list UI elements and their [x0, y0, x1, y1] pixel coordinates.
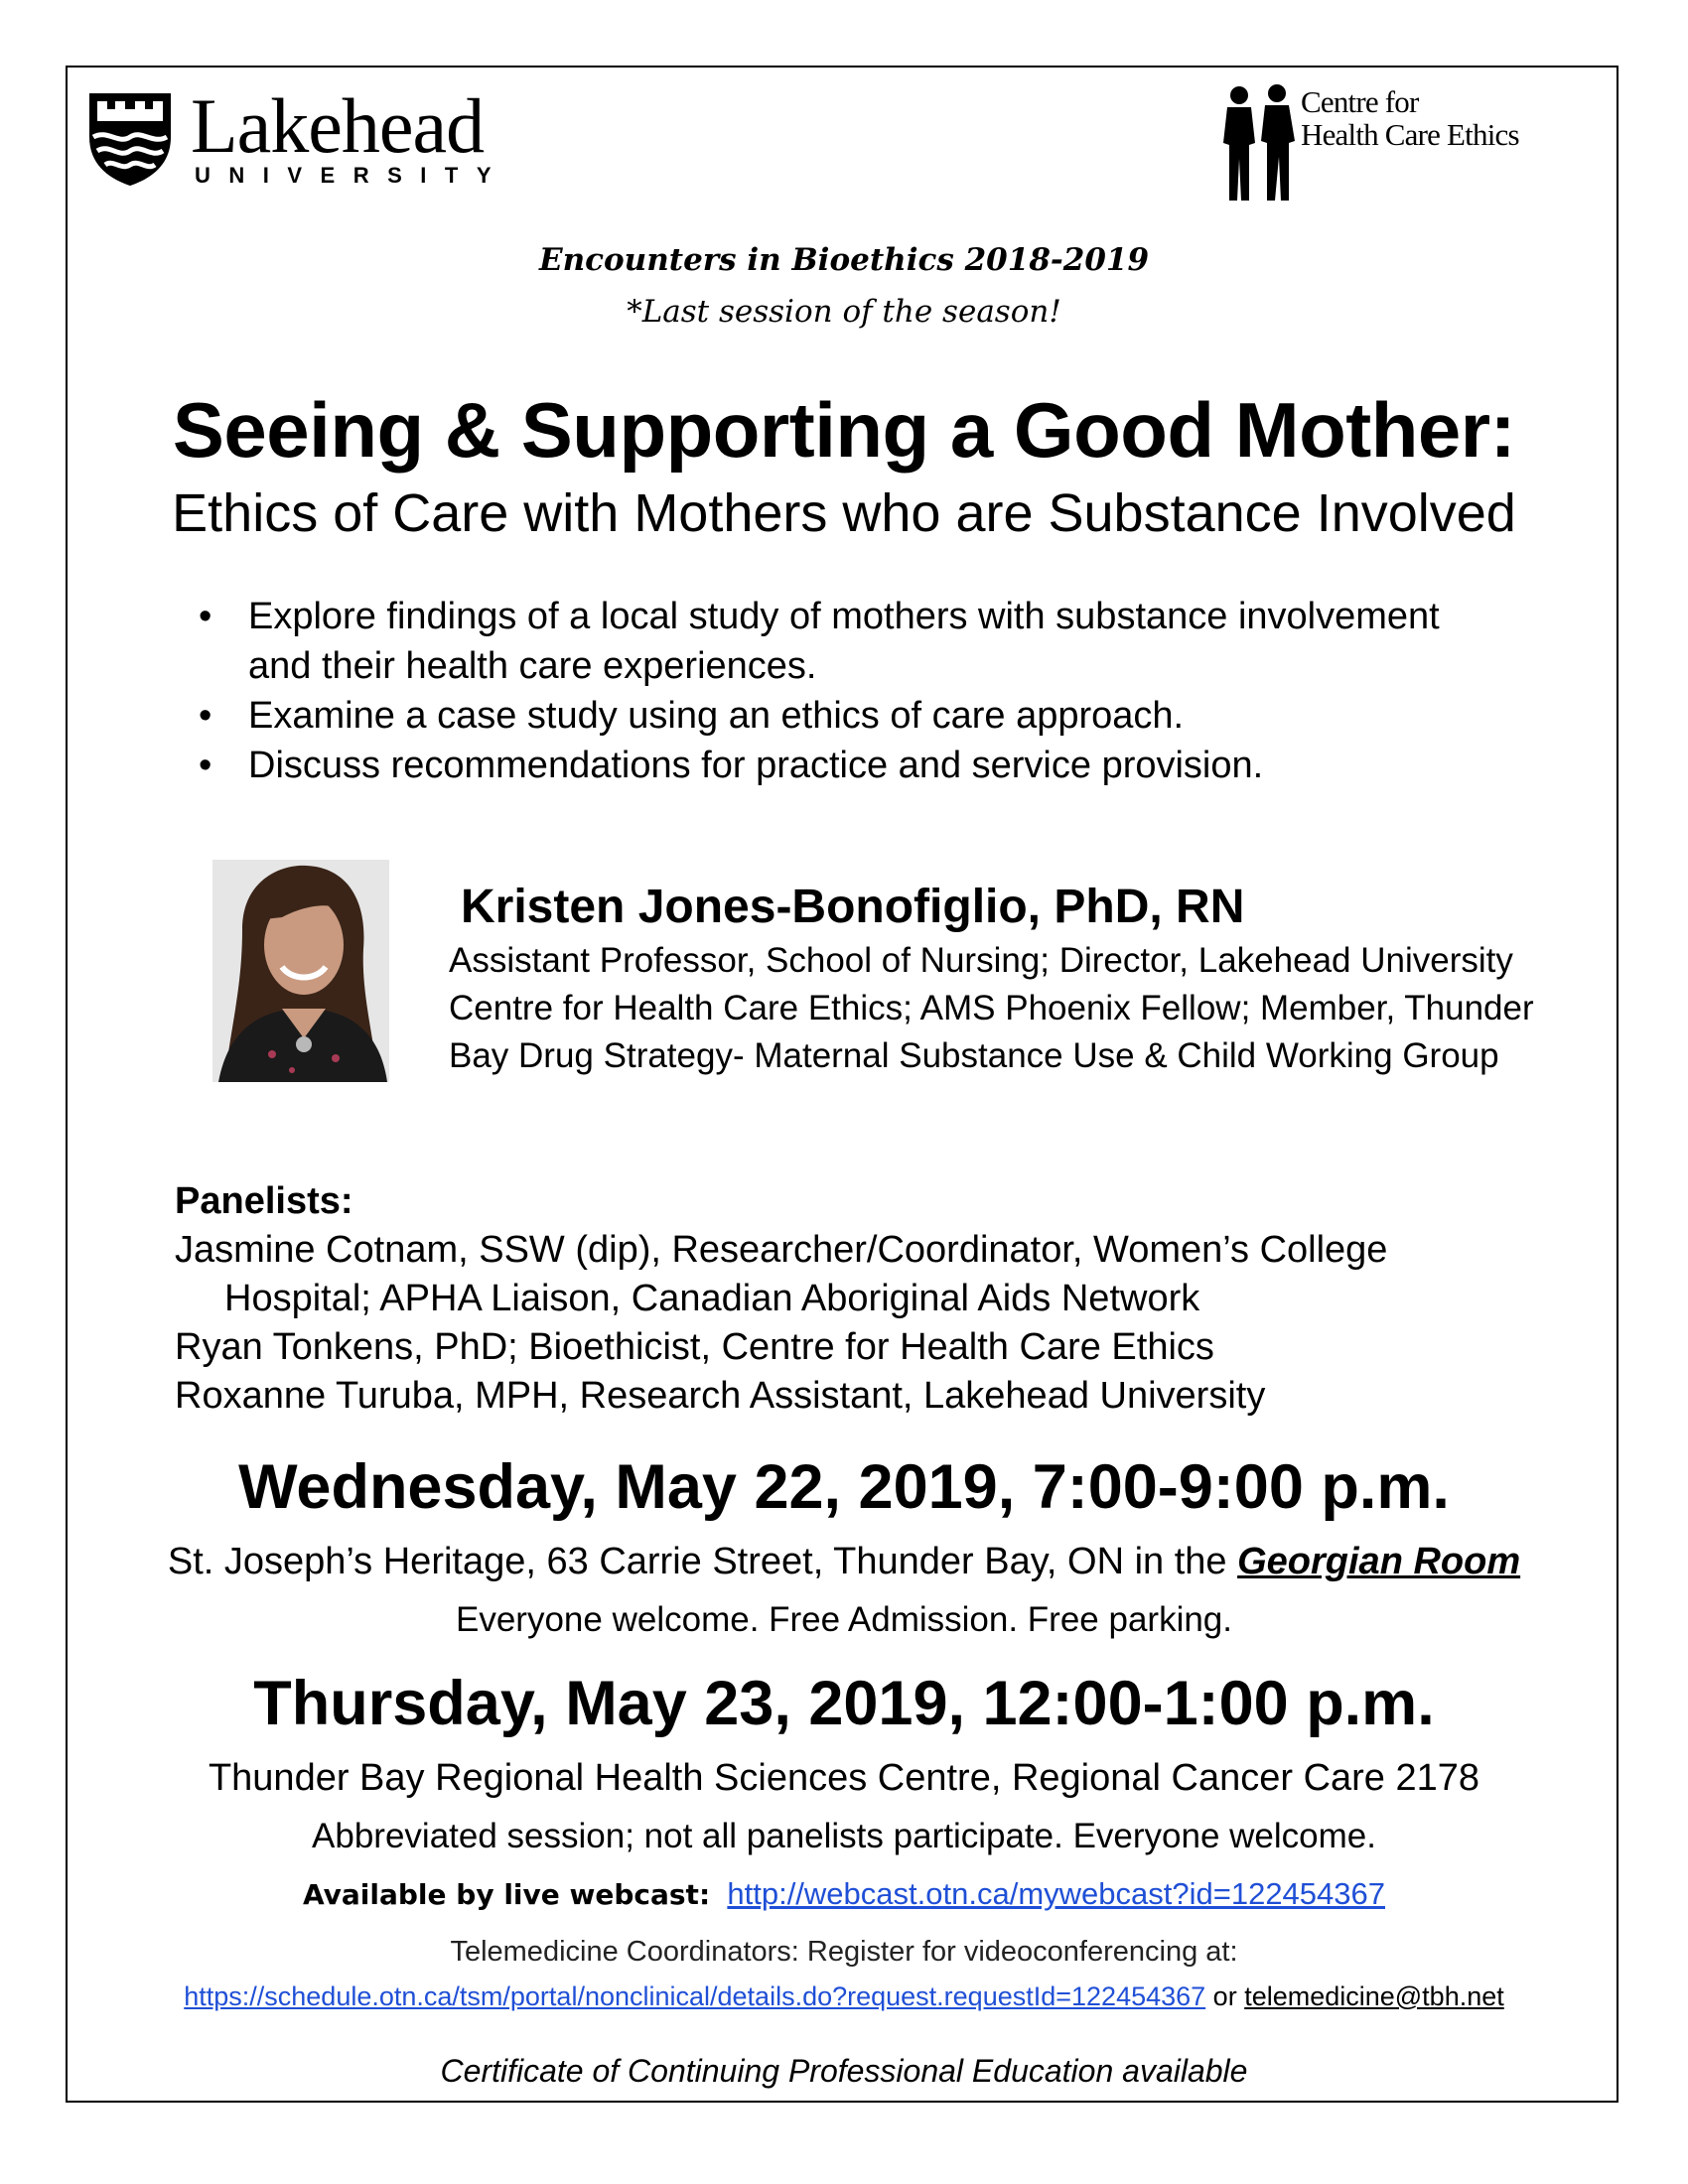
webcast-label: Available by live webcast: — [302, 1878, 711, 1911]
session-1-room: Georgian Room — [1237, 1541, 1521, 1582]
series-title: Encounters in Bioethics 2018-2019 — [538, 242, 1150, 278]
panelist-1-line-2: Hospital; APHA Liaison, Canadian Aboriginal Aids Network — [224, 1278, 1200, 1319]
speaker-photo — [212, 860, 389, 1082]
panelist-2: Ryan Tonkens, PhD; Bioethicist, Centre for Health Care Ethics — [175, 1326, 1214, 1368]
certificate-note: Certificate of Continuing Professional Education available — [440, 2053, 1248, 2089]
shield-icon — [87, 91, 173, 187]
people-silhouette-icon — [1217, 83, 1305, 203]
panelist-3: Roxanne Turuba, MPH, Research Assistant, Lakehead University — [175, 1375, 1266, 1417]
session-1-note: Everyone welcome. Free Admission. Free parking. — [456, 1600, 1232, 1639]
speaker-name: Kristen Jones-Bonofiglio, PhD, RN — [461, 881, 1245, 933]
panelist-1-line-1: Jasmine Cotnam, SSW (dip), Researcher/Coordinator, Women’s College — [175, 1229, 1388, 1271]
centre-wordmark — [1301, 85, 1519, 151]
session-1-location — [0, 1541, 1688, 1583]
series-subtitle: *Last session of the season! — [627, 294, 1061, 330]
lakehead-logo — [87, 82, 524, 191]
session-2-datetime: Thursday, May 23, 2019, 12:00-1:00 p.m. — [253, 1669, 1435, 1738]
list-item: • Explore findings of a local study of mothers with substance involvement and their health care experiences. — [199, 592, 1489, 691]
panelists — [175, 1177, 1565, 1421]
centre-line-2: Health Care Ethics — [1301, 117, 1519, 152]
event-title: Seeing & Supporting a Good Mother: — [172, 386, 1516, 474]
lakehead-wordmark: Lakehead — [191, 82, 485, 169]
session-2-note: Abbreviated session; not all panelists participate. Everyone welcome. — [312, 1817, 1376, 1855]
centre-logo — [1217, 79, 1585, 208]
webcast-link[interactable]: http://webcast.otn.ca/mywebcast?id=122454367 — [727, 1876, 1385, 1911]
list-item: • Discuss recommendations for practice and service provision. — [199, 741, 1489, 790]
university-wordmark: UNIVERSITY — [195, 163, 510, 188]
session-1-address: St. Joseph’s Heritage, 63 Carrie Street, Thunder Bay, ON in the — [167, 1541, 1238, 1582]
centre-line-1: Centre for — [1301, 84, 1419, 119]
telemedicine-link[interactable]: https://schedule.otn.ca/tsm/portal/nonclinical/details.do?request.requestId=122454367 — [184, 1981, 1206, 2011]
list-item: • Examine a case study using an ethics of care approach. — [199, 691, 1489, 741]
speaker-role: Assistant Professor, School of Nursing; Director, Lakehead University Centre for Health Care Ethics; AMS Phoenix Fellow; Member, Thunder Bay Drug Strategy- Maternal Substance Use & Child Working Group — [449, 941, 1534, 1075]
objectives-list — [199, 592, 1489, 790]
telemedicine-text: Telemedicine Coordinators: Register for videoconferencing at: — [450, 1936, 1238, 1968]
panelists-heading: Panelists: — [175, 1180, 353, 1222]
or-text: or — [1205, 1981, 1245, 2011]
session-2-location: Thunder Bay Regional Health Sciences Centre, Regional Cancer Care 2178 — [208, 1757, 1480, 1799]
session-1-datetime: Wednesday, May 22, 2019, 7:00-9:00 p.m. — [238, 1452, 1450, 1522]
telemedicine-line — [0, 1981, 1688, 2012]
telemedicine-email-link[interactable]: telemedicine@tbh.net — [1244, 1981, 1504, 2011]
event-subtitle: Ethics of Care with Mothers who are Substance Involved — [172, 483, 1516, 543]
webcast-line — [0, 1876, 1688, 1912]
